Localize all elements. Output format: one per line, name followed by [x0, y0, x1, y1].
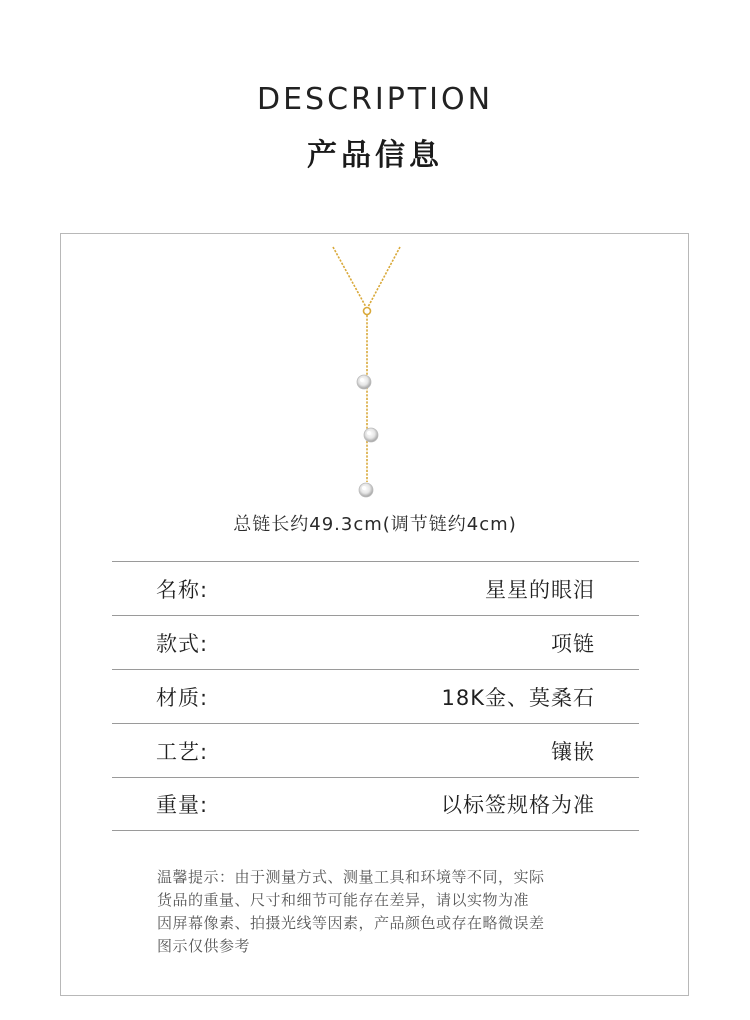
spec-row-name [112, 561, 639, 615]
gem-stone [364, 428, 378, 442]
note-line: 因屏幕像素、拍摄光线等因素，产品颜色或存在略微误差 [157, 914, 545, 932]
spec-value: 镶嵌 [551, 739, 595, 764]
spec-row-material [112, 669, 639, 723]
gem-stone [357, 375, 371, 389]
gem-stone [359, 483, 373, 497]
note-line: 温馨提示：由于测量方式、测量工具和环境等不同，实际 [157, 868, 545, 886]
page-title-zh: 产品信息 [307, 138, 443, 173]
chain-left-strand [333, 247, 366, 307]
spec-label: 名称: [156, 577, 209, 602]
spec-value: 18K金、莫桑石 [441, 685, 595, 710]
spec-value: 项链 [551, 631, 595, 656]
spec-row-craft [112, 723, 639, 777]
chain-right-strand [368, 247, 400, 307]
note-line: 货品的重量、尺寸和细节可能存在差异，请以实物为准 [157, 891, 530, 909]
spec-row-weight [112, 777, 639, 831]
spec-label: 工艺: [156, 739, 209, 764]
disclaimer-note [157, 866, 602, 958]
spec-value: 以标签规格为准 [441, 793, 595, 817]
spec-table [112, 561, 639, 831]
page-title-en: DESCRIPTION [256, 82, 494, 117]
chain-length-caption: 总链长约49.3cm(调节链约4cm) [233, 514, 517, 535]
necklace-image [300, 245, 440, 505]
spec-label: 款式: [156, 631, 209, 656]
note-line: 图示仅供参考 [157, 937, 251, 955]
spec-value: 星星的眼泪 [485, 577, 595, 602]
spec-label: 重量: [156, 793, 209, 817]
spec-label: 材质: [156, 685, 209, 710]
spec-row-style [112, 615, 639, 669]
chain-ring [364, 308, 371, 315]
